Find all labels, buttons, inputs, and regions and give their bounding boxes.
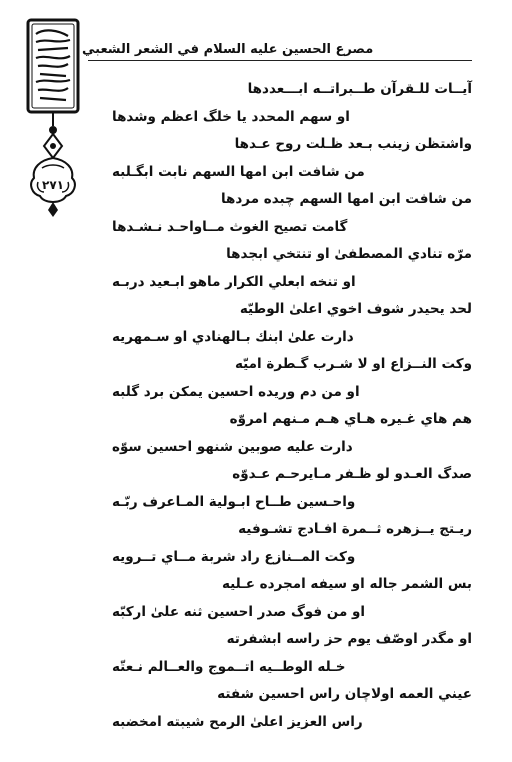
verse-line: وكت المــنازع راد شربة مــاي تــرويه [112,549,356,565]
verse-line: من شافت ابن امها السهم چبده مردها [220,191,472,207]
page-number: ٢٧١ [42,178,64,192]
verse-line: او مگدر اوصّف يوم حز راسه ابشفرته [226,631,472,647]
verse-line: واحـسين طــاح ابـولية المـاعرف ربّـه [112,494,356,510]
verse-line: گامت تصيح الغوث مــاواحـد نـشـدها [112,219,348,235]
verse-line: صدگ العـدو لو ظـفر مـايرحـم عـدوّه [232,466,472,482]
verse-line: لحد يحيدر شوف اخوي اعلىٰ الوطيّه [239,301,472,317]
verse-line: عيني العمه اولاچان راس احسين شفته [217,686,472,702]
verse-line: من شافت ابن امها السهم نابت ابگـلبه [112,164,365,180]
verse-line: او من فوگ صدر احسين ثنه علىٰ اركبّه [112,604,366,620]
verse-line: آيــات للـقرآن طــبراتــه ابـــعددها [247,81,472,97]
verse-line: هم هاي غـيره هـاي هـم مـنهم امروّه [229,411,472,427]
verse-line: خـله الوطــيه اتــموج والعــالم نـعتّه [112,659,346,675]
verse-line: او من دم وريده احسين يمكن برد گلبه [112,384,360,400]
verse-line: وكت النــزاع او لا شـرب گـطرة اميّه [234,356,472,372]
header-divider [88,60,472,61]
verse-line: واشتظن زينب بـعد ظـلت روح عـدها [234,136,472,152]
verse-line: بس الشمر جاله او سيفه امجرده عـليه [221,576,472,592]
verse-line: راس العزيز اعلىٰ الرمح شيبته امخضبه [112,714,363,730]
verse-line: ريـتج يــزهره ثــمرة افـادج تشـوفيه [238,521,472,537]
verse-line: او تنخه ابعلي الكرار ماهو ابـعيد دربـه [112,274,356,290]
running-header: مصرع الحسين عليه السلام في الشعر الشعبي [82,42,374,57]
verse-line: او سهم المحدد يا خلگ اعظم وشدها [112,109,350,125]
verse-line: دارت علىٰ ابنك بـالهنادي او سـمهريه [112,329,354,345]
verse-line: مرّه تنادي المصطفىٰ او تنتخي ابجدها [226,246,472,262]
verse-line: دارت عليه صوبين شنهو احسين سوّه [112,439,353,455]
